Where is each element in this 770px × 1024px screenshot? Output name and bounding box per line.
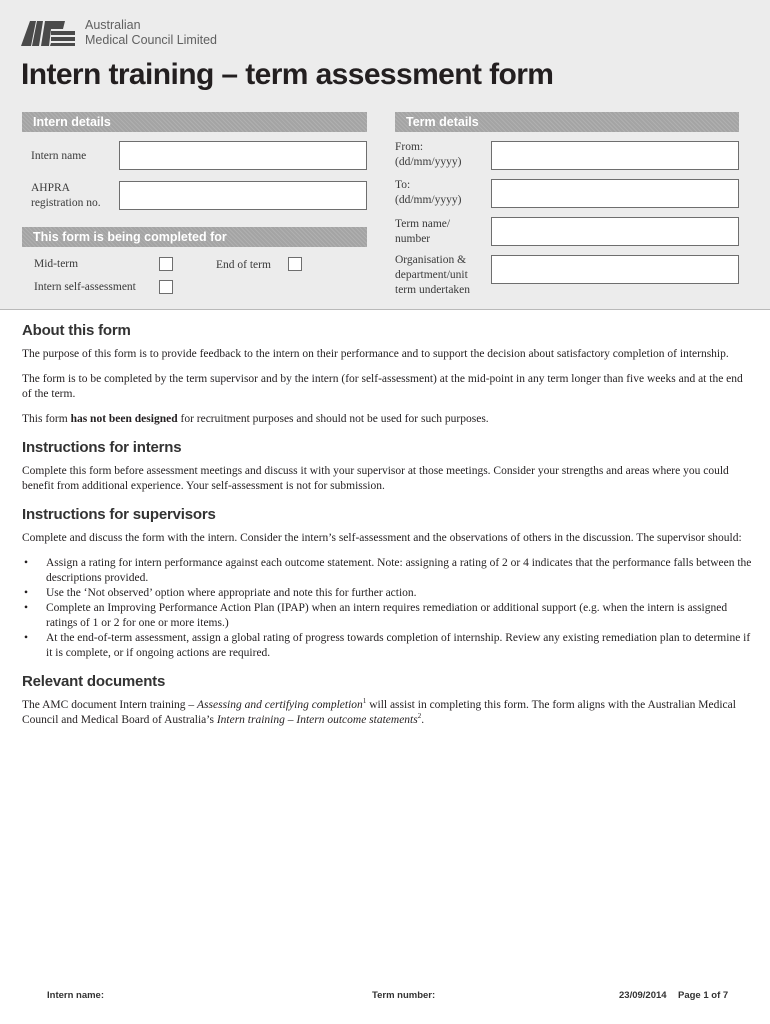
organisation-label-line3: term undertaken <box>395 284 471 296</box>
to-label-line1: To: <box>395 179 411 191</box>
supervisors-list <box>22 556 752 661</box>
org-name-line2: Medical Council Limited <box>85 33 218 47</box>
ahpra-registration-field[interactable] <box>119 181 367 210</box>
relevant-heading: Relevant documents <box>22 673 166 690</box>
intern-details-heading: Intern details <box>22 112 367 132</box>
about-p3-end: for recruitment purposes and should not be used for such purposes. <box>177 413 489 425</box>
relevant-text-3: . <box>421 714 425 726</box>
mid-term-checkbox[interactable] <box>159 257 173 271</box>
organisation-field[interactable] <box>491 255 739 284</box>
about-paragraph-1: The purpose of this form is to provide feedback to the intern on their performance and to support the decision about satisfactory completion of internship. <box>22 348 729 360</box>
list-item: • At the end-of-term assessment, assign a global rating of progress towards completion of internship. Review any existing remediation plan to determine if it is complete, or if ongoing actions are required. <box>22 631 752 661</box>
ahpra-label-line2: registration no. <box>31 197 101 209</box>
mid-term-label: Mid-term <box>34 258 79 270</box>
relevant-doc-title-1: Assessing and certifying completion <box>197 699 363 711</box>
from-label-line1: From: <box>395 141 424 153</box>
list-item: • Use the ‘Not observed’ option where appropriate and note this for further action. <box>22 586 752 601</box>
about-heading: About this form <box>22 322 131 339</box>
ahpra-label-line1: AHPRA <box>31 182 70 194</box>
to-label <box>395 178 461 208</box>
amc-logo-icon <box>21 18 77 48</box>
to-label-line2: (dd/mm/yyyy) <box>395 194 462 206</box>
interns-heading: Instructions for interns <box>22 439 182 456</box>
relevant-text-2: will assist in completing this form. The form aligns with the Australian Medical Council and Medical Board of Australia’s <box>22 699 736 726</box>
completed-for-heading: This form is being completed for <box>22 227 367 247</box>
list-item: • Assign a rating for intern performance against each outcome statement. Note: assigning a rating of 2 or 4 indicates that the performance falls between the descriptions provided. <box>22 556 752 586</box>
interns-section <box>22 439 752 494</box>
organisation-label-line2: department/unit <box>395 269 468 281</box>
supervisors-heading: Instructions for supervisors <box>22 506 216 523</box>
page-title: Intern training – term assessment form <box>21 58 554 91</box>
footer-page-number: Page 1 of 7 <box>678 990 729 1001</box>
from-label-line2: (dd/mm/yyyy) <box>395 156 462 168</box>
about-section <box>22 322 752 427</box>
footer-term-number: Term number: <box>372 990 436 1001</box>
end-of-term-label: End of term <box>216 259 271 271</box>
relevant-footnote-2: 2 <box>417 712 422 721</box>
term-details-heading: Term details <box>395 112 739 132</box>
supervisors-intro: Complete and discuss the form with the intern. Consider the intern’s self-assessment and the observations of others in the discussion. The supervisor should: <box>22 532 742 544</box>
organisation-label <box>395 253 470 298</box>
relevant-footnote-1: 1 <box>362 697 367 706</box>
relevant-text-1: The AMC document Intern training – <box>22 699 198 711</box>
intern-name-label: Intern name <box>31 150 87 162</box>
amc-logo <box>21 18 217 48</box>
term-name-field[interactable] <box>491 217 739 246</box>
footer-intern-name: Intern name: <box>47 990 105 1001</box>
footer-date: 23/09/2014 <box>619 990 667 1001</box>
relevant-paragraph <box>22 698 752 728</box>
form-body <box>22 322 752 740</box>
term-name-label-line1: Term name/ <box>395 218 451 230</box>
about-paragraph-2: The form is to be completed by the term supervisor and by the intern (for self-assessment) at the mid-point in any term longer than five weeks and at the end of the term. <box>22 373 743 400</box>
from-label <box>395 140 461 170</box>
org-name-line1: Australian <box>85 18 141 32</box>
term-name-label-line2: number <box>395 233 431 245</box>
self-assessment-checkbox[interactable] <box>159 280 173 294</box>
supervisors-section <box>22 506 752 661</box>
ahpra-label <box>31 181 101 211</box>
term-name-label <box>395 217 450 247</box>
about-p3-bold: has not been designed <box>70 413 178 425</box>
relevant-section <box>22 673 752 728</box>
from-date-field[interactable] <box>491 141 739 170</box>
self-assessment-label: Intern self-assessment <box>34 281 136 293</box>
list-item: • Complete an Improving Performance Action Plan (IPAP) when an intern requires remediation or additional support (e.g. when the intern is assigned ratings of 1 or 2 for one or more items.) <box>22 601 752 631</box>
to-date-field[interactable] <box>491 179 739 208</box>
interns-paragraph: Complete this form before assessment meetings and discuss it with your supervisor at those meetings. Consider your strengths and areas where you could benefit from additional experience. Your self-assessment is not for submission. <box>22 465 729 492</box>
end-of-term-checkbox[interactable] <box>288 257 302 271</box>
relevant-doc-title-2: Intern training – Intern outcome statements <box>216 714 418 726</box>
about-p3-start: This form <box>22 413 71 425</box>
intern-name-field[interactable] <box>119 141 367 170</box>
about-paragraph-3 <box>22 412 752 427</box>
organisation-label-line1: Organisation & <box>395 254 467 266</box>
